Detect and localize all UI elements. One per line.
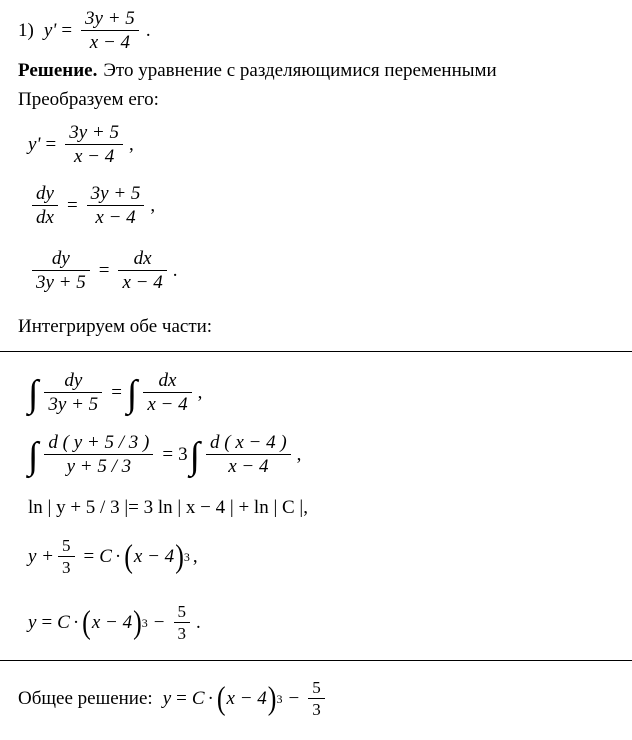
- step9-denominator: 3: [312, 700, 321, 720]
- step3-equals: =: [98, 259, 110, 281]
- step5-denominator-2: x − 4: [228, 456, 269, 478]
- step4-numerator-1: dy: [64, 370, 83, 391]
- step9-equals: =: [176, 687, 187, 709]
- step-1: [28, 122, 134, 168]
- horizontal-rule-bottom: [0, 660, 632, 661]
- step9-fraction: [308, 678, 325, 719]
- step1-comma: ,: [128, 133, 134, 155]
- step5-denominator-1: y + 5 / 3: [66, 456, 132, 478]
- step5-rhs-fraction: [206, 432, 291, 478]
- fraction-bar: [206, 454, 291, 455]
- step-6: [28, 497, 308, 519]
- fraction-bar: [58, 556, 75, 557]
- fraction-bar: [81, 30, 139, 31]
- problem-numerator: 3y + 5: [85, 8, 135, 29]
- problem-period: .: [145, 19, 151, 41]
- fraction-bar: [32, 270, 90, 271]
- fraction-bar: [87, 205, 145, 206]
- step9-lhs: y: [162, 687, 172, 709]
- step8-paren-body: x − 4: [91, 611, 133, 633]
- step9-constant: C: [191, 687, 205, 709]
- step-4: [28, 370, 202, 416]
- fraction-bar: [65, 144, 123, 145]
- integrate-text: Интегрируем обе части:: [18, 316, 213, 337]
- problem-equals: =: [61, 19, 73, 41]
- integral-sign-icon: ∫: [28, 434, 39, 477]
- fraction-bar: [44, 392, 102, 393]
- step7-paren-body: x − 4: [133, 545, 175, 567]
- transform-line: [18, 89, 159, 111]
- step2-lhs-numerator: dy: [36, 183, 54, 204]
- step5-numerator-2: d ( x − 4 ): [210, 432, 287, 453]
- horizontal-rule-top: [0, 351, 632, 352]
- fraction-bar: [143, 392, 191, 393]
- step8-paren-close: ): [133, 603, 142, 641]
- step8-cdot: ·: [72, 611, 80, 633]
- step7-paren-close: ): [175, 537, 184, 575]
- step4-equals: =: [111, 381, 122, 403]
- step4-rhs-fraction: [143, 370, 191, 416]
- step5-coefficient: 3: [178, 443, 188, 465]
- step-3: [28, 248, 178, 294]
- step9-minus: −: [288, 687, 300, 709]
- step8-equals: =: [41, 611, 53, 633]
- step9-paren-open: (: [216, 679, 226, 717]
- problem-lhs: y': [43, 19, 57, 41]
- step7-numerator: 5: [62, 536, 71, 555]
- step4-comma: ,: [197, 381, 203, 403]
- step5-lhs-fraction: [44, 432, 153, 478]
- problem-denominator: x − 4: [89, 32, 131, 54]
- step1-equals: =: [45, 133, 57, 155]
- step8-denominator: 3: [177, 624, 186, 644]
- step5-numerator-1: d ( y + 5 / 3 ): [48, 432, 150, 453]
- solution-heading: Решение.: [18, 60, 98, 81]
- step3-lhs-fraction: [32, 248, 90, 294]
- step-5: [28, 432, 301, 478]
- step3-rhs-denominator: x − 4: [122, 272, 163, 294]
- step-8: y = C · ( x − 4 ) 3 − $\frac{5}{3}$ .: [28, 602, 201, 644]
- step8-paren-open: (: [82, 603, 91, 641]
- step7-lhs: y +: [28, 545, 55, 567]
- solution-text: Это уравнение с разделяющимися переменными: [103, 60, 497, 81]
- step4-numerator-2: dx: [158, 370, 177, 391]
- general-solution-line: Общее решение: y = C · ( x − 4 ) 3 − $\frac{5}{3}$: [18, 678, 329, 719]
- step7-paren-open: (: [124, 537, 133, 575]
- step2-rhs-fraction: [87, 183, 145, 229]
- step3-period: .: [172, 259, 178, 281]
- problem-fraction: [81, 8, 139, 54]
- step9-paren-close: ): [267, 679, 277, 717]
- step8-minus: −: [153, 611, 165, 633]
- step2-lhs-denominator: dx: [36, 207, 54, 229]
- step2-equals: =: [66, 194, 78, 216]
- step1-fraction: [65, 122, 123, 168]
- step7-fraction: [58, 536, 75, 577]
- fraction-bar: [44, 454, 153, 455]
- solution-line: [18, 60, 497, 82]
- step9-paren-body: x − 4: [226, 687, 267, 709]
- general-solution-label: Общее решение:: [18, 687, 153, 709]
- transform-text: Преобразуем его:: [18, 89, 159, 110]
- fraction-bar: [32, 205, 58, 206]
- fraction-bar: [118, 270, 166, 271]
- step7-denominator: 3: [62, 558, 71, 578]
- integral-sign-icon: ∫: [189, 434, 200, 477]
- step7-comma: ,: [192, 545, 198, 567]
- step2-numerator: 3y + 5: [90, 183, 141, 204]
- step3-lhs-numerator: dy: [51, 248, 70, 269]
- step3-rhs-fraction: [118, 248, 166, 294]
- fraction-bar: [308, 698, 325, 699]
- integrate-line: [18, 316, 212, 338]
- step8-constant: C: [57, 611, 70, 633]
- step1-denominator: x − 4: [73, 146, 115, 168]
- step3-rhs-numerator: dx: [133, 248, 152, 269]
- step8-period: .: [196, 611, 201, 633]
- integral-sign-icon: ∫: [28, 372, 39, 415]
- step9-cdot: ·: [207, 687, 214, 709]
- step5-comma: ,: [296, 443, 302, 465]
- step4-denominator-1: 3y + 5: [48, 394, 99, 416]
- step3-lhs-denominator: 3y + 5: [36, 272, 86, 294]
- step-2: [28, 183, 155, 229]
- step2-comma: ,: [150, 194, 156, 216]
- step-7: y + $\frac{5}{3}$ = C · ( x − 4 ) 3 ,: [28, 536, 198, 578]
- step6-expression: ln | y + 5 / 3 |= 3 ln | x − 4 | + ln | C |,: [28, 497, 308, 518]
- problem-number: 1): [18, 19, 34, 41]
- step7-equals: =: [83, 545, 95, 567]
- step4-lhs-fraction: [44, 370, 102, 416]
- step8-lhs: y: [28, 611, 37, 633]
- step2-denominator: x − 4: [95, 207, 136, 229]
- step1-lhs: y': [28, 133, 41, 155]
- step7-constant: C: [99, 545, 112, 567]
- step9-numerator: 5: [312, 678, 321, 697]
- problem-statement: [18, 8, 151, 54]
- integral-sign-icon: ∫: [126, 372, 138, 415]
- step4-denominator-2: x − 4: [147, 394, 188, 416]
- step8-numerator: 5: [177, 602, 186, 621]
- fraction-bar: [174, 622, 191, 623]
- step2-lhs-fraction: [32, 183, 58, 229]
- step8-fraction: [174, 602, 191, 643]
- step7-cdot: ·: [114, 545, 122, 567]
- step1-numerator: 3y + 5: [69, 122, 119, 143]
- step5-equals: =: [162, 443, 174, 465]
